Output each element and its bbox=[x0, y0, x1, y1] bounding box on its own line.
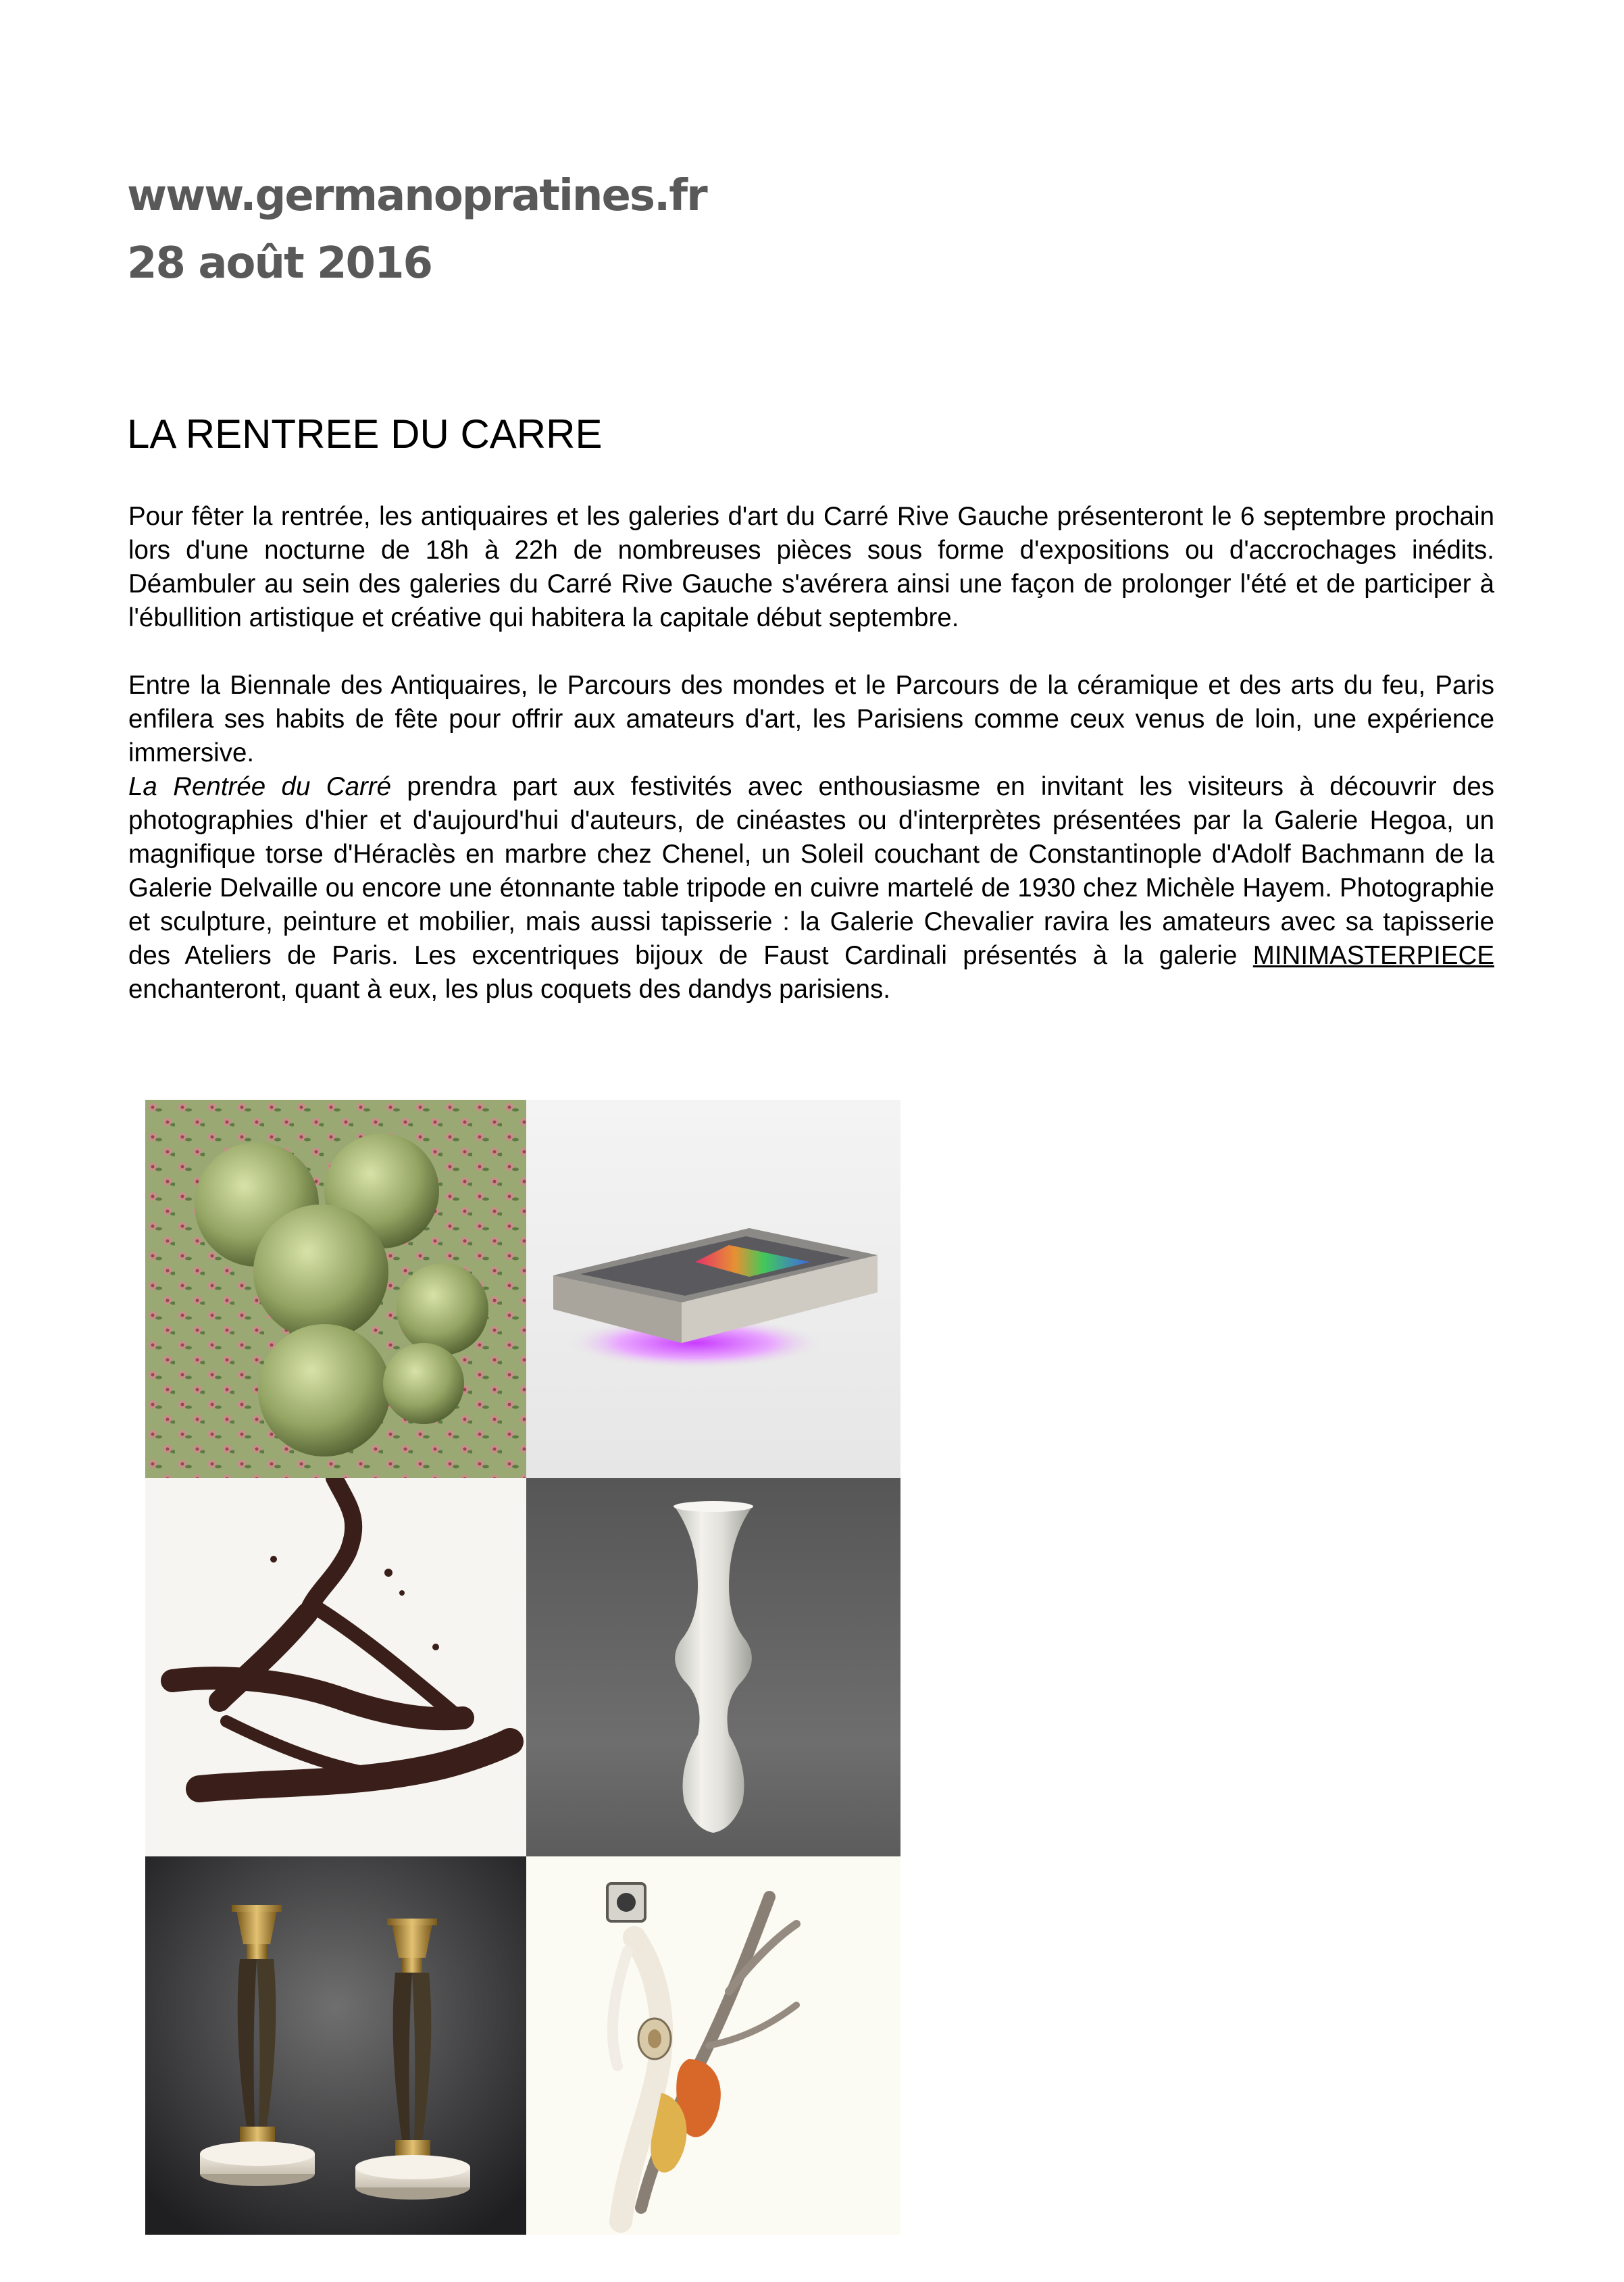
apples-photo bbox=[145, 1100, 526, 1478]
paragraph-3-end: enchanteront, quant à eux, les plus coquets des dandys parisiens. bbox=[128, 975, 890, 1004]
paragraph-3 bbox=[128, 770, 1494, 1007]
event-name: La Rentrée du Carré bbox=[128, 772, 392, 801]
paragraph-3-text: prendra part aux festivités avec enthousiasme en invitant les visiteurs à découvrir des photographies d'hier et d'aujourd'hui d'auteurs, de cinéastes ou d'interprètes présentées par la Galerie Hegoa, un magnifique torse d'Héraclès en marbre chez Chenel, un Soleil couchant de Constantinople d'Adolf Bachmann de la Galerie Delvaille ou encore une étonnante table tripode en cuivre martelé de 1930 chez Michèle Hayem. Photographie et sculpture, peinture et mobilier, mais aussi tapisserie : la Galerie Chevalier ravira les amateurs avec sa tapisserie des Ateliers de Paris. Les excentriques bijoux de Faust Cardinali présentés à la galerie bbox=[128, 772, 1494, 970]
masthead bbox=[127, 162, 707, 297]
ink-painting-photo bbox=[145, 1478, 526, 1856]
paragraph-1: Pour fêter la rentrée, les antiquaires et les galeries d'art du Carré Rive Gauche présenteront le 6 septembre prochain lors d'une nocturne de 18h à 22h de nombreuses pièces sous forme d'expositions ou d'accrochages inédits. Déambuler au sein des galeries du Carré Rive Gauche s'avérera ainsi une façon de prolonger l'été et de participer à l'ébullition artistique et créative qui habitera la capitale début septembre. bbox=[128, 502, 1494, 632]
publication-date: 28 août 2016 bbox=[127, 238, 432, 288]
article-body bbox=[128, 500, 1494, 1007]
candlesticks-photo bbox=[145, 1856, 526, 2235]
light-table-photo bbox=[526, 1100, 900, 1478]
vase-photo bbox=[526, 1478, 900, 1856]
jewelry-sculpture-photo bbox=[526, 1856, 900, 2235]
site-url: www.germanopratines.fr bbox=[127, 171, 707, 221]
paragraph-2: Entre la Biennale des Antiquaires, le Parcours des mondes et le Parcours de la céramique et des arts du feu, Paris enfilera ses habits de fête pour offrir aux amateurs d'art, les Parisiens comme ceux venus de loin, une expérience immersive. bbox=[128, 671, 1494, 767]
minimasterpiece-link[interactable]: MINIMASTERPIECE bbox=[1252, 941, 1494, 970]
photo-gallery bbox=[145, 1100, 900, 2235]
article-title: LA RENTREE DU CARRE bbox=[127, 411, 603, 457]
